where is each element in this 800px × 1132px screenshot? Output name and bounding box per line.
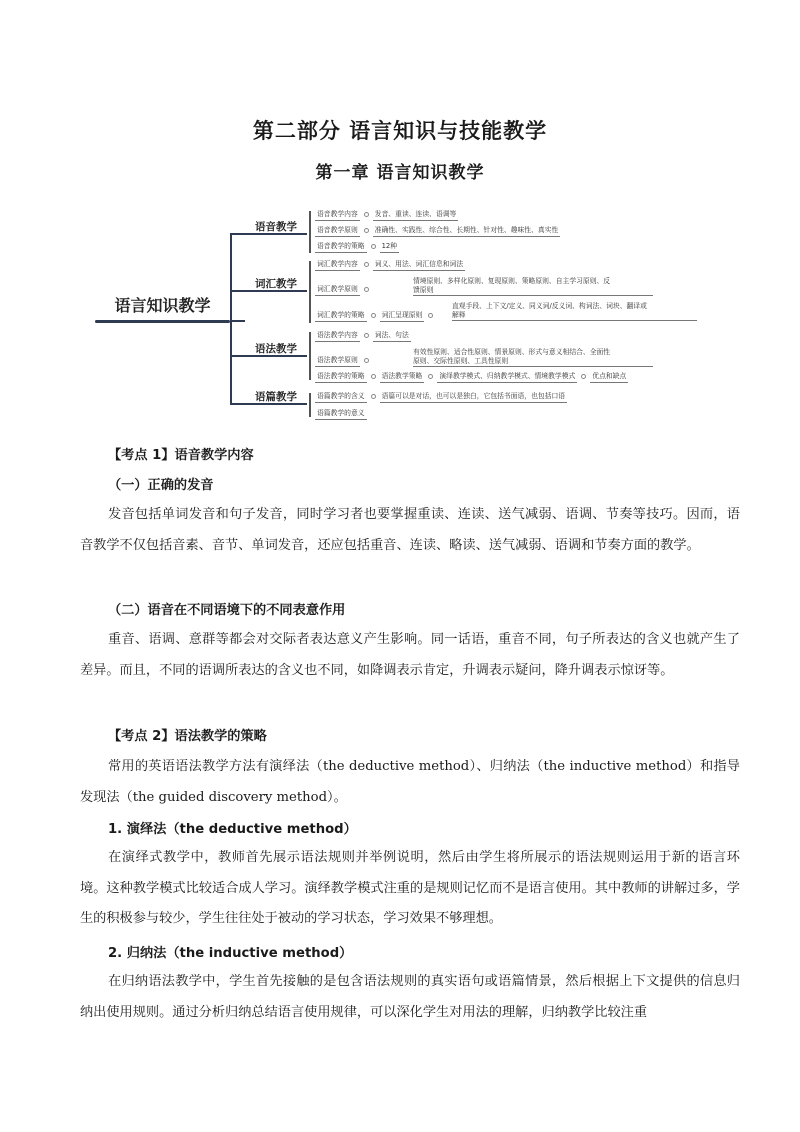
subheading-inductive: 2. 归纳法（the inductive method） [108,946,353,961]
mm-row [315,260,465,271]
subheading-deductive: 1. 演绎法（the deductive method） [108,822,357,837]
paragraph: 常用的英语语法教学方法有演绎法（the deductive method）、归纳法（the inductive method）和指导发现法（the guided discovery method）。 [80,759,740,805]
paragraph: 在归纳语法教学中，学生首先接触的是包含语法规则的真实语句或语篇情景，然后根据上下文提供的信息归纳出使用规则。通过分析归纳总结语言使用规律，可以深化学生对用法的理解，归纳教学比较注重 [80,974,740,1020]
subheading-correct-pronunciation: （一）正确的发音 [108,478,214,493]
row-value: 词法、句法 [373,331,411,342]
row-value-multiline [413,277,653,296]
row-key: 语篇教学的含义 [315,392,367,403]
mm-row [315,311,437,322]
row-value-line: 原则、交际性原则、工具性原则 [413,357,509,365]
section-heading-kd1: 【考点 1】语音教学内容 [108,448,254,463]
node-dot [364,262,369,267]
row-mid: 词汇呈现原则 [380,311,425,322]
branch-discourse: 语篇教学 [255,391,297,403]
row-key: 语法教学内容 [315,331,360,342]
row-extra: 优点和缺点 [590,372,628,383]
branch-phonetics: 语音教学 [255,221,297,233]
page-title: 第二部分 语言知识与技能教学 [252,118,548,143]
node-dot [428,374,433,379]
row-key: 语法教学的策略 [315,372,367,383]
branch-link-1 [230,233,245,235]
branch-underline [245,233,307,235]
row-value: 词义、用法、词汇信息和词法 [373,260,465,271]
mind-map-root-underline [95,320,230,323]
row-key: 语音教学原则 [315,226,360,237]
mm-row [315,210,458,221]
row-value-multiline [413,348,653,367]
row-key: 词汇教学的策略 [315,311,367,322]
mind-map-root-link [230,320,245,322]
row-key: 语音教学的策略 [315,242,367,253]
mm-row [315,372,628,383]
mm-row [315,356,373,367]
branch-bracket [309,332,311,380]
branch-link-3 [230,355,245,357]
row-mid: 语法教学策略 [380,372,425,383]
row-key: 语音教学内容 [315,210,360,221]
node-dot [371,244,376,249]
row-key: 词汇教学原则 [315,285,360,296]
branch-bracket [309,393,311,417]
paragraph: 发音包括单词发音和句子发音，同时学习者也要掌握重读、连读、送气减弱、语调、节奏等技巧。因而，语音教学不仅包括音素、音节、单词发音，还应包括重音、连读、略读、送气减弱、语调和节奏方面的教学。 [80,507,740,553]
node-dot [364,287,369,292]
subheading-expressive-role: （二）语音在不同语境下的不同表意作用 [108,603,346,618]
branch-underline [245,355,307,357]
mm-row [315,409,367,420]
mind-map-trunk [230,233,232,403]
row-key: 语法教学原则 [315,356,360,367]
row-value-line: 有效性原则、适合性原则、情景原则、形式与意义相结合、全面性 [413,348,611,356]
row-key: 词汇教学内容 [315,260,360,271]
branch-underline [245,290,307,292]
mm-row [315,285,373,296]
row-value: 发音、重读、连读、语调等 [373,210,459,221]
node-dot [364,333,369,338]
node-dot [371,394,376,399]
node-dot [371,374,376,379]
branch-link-4 [230,403,245,405]
row-value-line: 解释 [452,311,466,319]
row-key: 语篇教学的意义 [315,409,367,420]
branch-link-2 [230,290,245,292]
mind-map-root: 语言知识教学 [114,296,211,315]
row-value-multiline [452,302,697,321]
branch-grammar: 语法教学 [255,343,297,355]
node-dot [364,212,369,217]
branch-underline [245,403,307,405]
row-value: 12种 [380,242,399,253]
mm-row [315,226,560,237]
mm-row [315,242,399,253]
row-value-line: 直观手段、上下文/定义、同义词/反义词、构词法、词块、翻译或 [452,302,647,310]
node-dot [364,358,369,363]
section-heading-kd2: 【考点 2】语法教学的策略 [108,729,267,744]
mm-row [315,392,567,403]
branch-bracket [309,211,311,253]
branch-bracket [309,261,311,323]
row-value: 准确性、实践性、综合性、长期性、针对性、趣味性、真实性 [373,226,561,237]
node-dot [581,374,586,379]
node-dot [428,313,433,318]
mm-row [315,331,411,342]
row-value: 语篇可以是对话，也可以是独白，它包括书面语，也包括口语 [380,392,568,403]
node-dot [371,313,376,318]
paragraph: 重音、语调、意群等都会对交际者表达意义产生影响。同一话语，重音不同，句子所表达的含义也就产生了差异。而且，不同的语调所表达的含义也不同，如降调表示肯定，升调表示疑问，降升调表示惊讶等。 [80,632,740,678]
node-dot [364,228,369,233]
paragraph: 在演绎式教学中，教师首先展示语法规则并举例说明，然后由学生将所展示的语法规则运用于新的语言环境。这种教学模式比较适合成人学习。演绎教学模式注重的是规则记忆而不是语言使用。其中教师的讲解过多，学生的积极参与较少，学生往往处于被动的学习状态，学习效果不够理想。 [80,850,740,926]
row-value-line: 情境原则、多样化原则、复现原则、策略原则、自主学习原则、反 [413,277,611,285]
branch-vocabulary: 词汇教学 [255,278,297,290]
row-value: 演绎教学模式、归纳教学模式、情境教学模式 [437,372,577,383]
mind-map [95,205,705,425]
chapter-title: 第一章 语言知识教学 [315,163,485,183]
row-value-line: 馈原则 [413,286,434,294]
